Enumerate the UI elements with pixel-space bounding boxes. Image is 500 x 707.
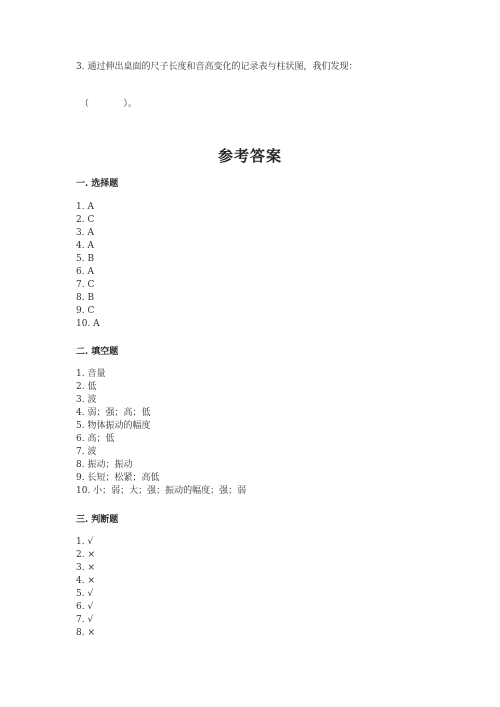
answer-item: 2. C [76, 215, 95, 225]
answer-item: 6. √ [76, 602, 94, 612]
answer-item: 4. A [76, 241, 94, 251]
answer-item: 10. A [76, 319, 100, 329]
answer-item: 3. × [76, 563, 95, 573]
answer-item: 8. × [76, 628, 95, 638]
answer-item: 4. 弱；强；高；低 [76, 408, 151, 418]
answer-item: 7. 波 [76, 447, 97, 457]
section-title-judge: 三. 判断题 [76, 515, 119, 525]
answer-item: 10. 小；弱；大；强；振动的幅度；强；弱 [76, 486, 247, 496]
answer-item: 5. B [76, 254, 95, 264]
answer-item: 1. A [76, 202, 94, 212]
answer-item: 2. × [76, 550, 95, 560]
answer-item: 8. B [76, 293, 95, 303]
answer-item: 3. 波 [76, 395, 97, 405]
section-title-choice: 一. 选择题 [76, 179, 119, 189]
answer-item: 2. 低 [76, 382, 97, 392]
answer-item: 5. 物体振动的幅度 [76, 421, 151, 431]
answer-blank: （ ）。 [80, 99, 137, 109]
answers-title: 参考答案 [217, 147, 282, 165]
answer-item: 1. √ [76, 537, 94, 547]
answer-item: 6. A [76, 267, 94, 277]
answer-item: 7. C [76, 280, 95, 290]
answer-item: 8. 振动；振动 [76, 460, 133, 470]
answer-item: 1. 音量 [76, 369, 106, 379]
answer-list-choice [76, 201, 100, 331]
answer-item: 3. A [76, 228, 94, 238]
answer-item: 7. √ [76, 615, 94, 625]
answer-item: 9. C [76, 306, 95, 316]
answer-item: 5. √ [76, 589, 94, 599]
answer-list-fill [76, 368, 246, 498]
answer-item: 6. 高；低 [76, 434, 115, 444]
section-title-fill: 二. 填空题 [76, 347, 119, 357]
answer-item: 4. × [76, 576, 95, 586]
answer-list-judge [76, 536, 95, 640]
answer-item: 9. 长短；松紧；高低 [76, 473, 160, 483]
question-3-text: 3. 通过伸出桌面的尺子长度和音高变化的记录表与柱状图，我们发现： [76, 62, 358, 72]
